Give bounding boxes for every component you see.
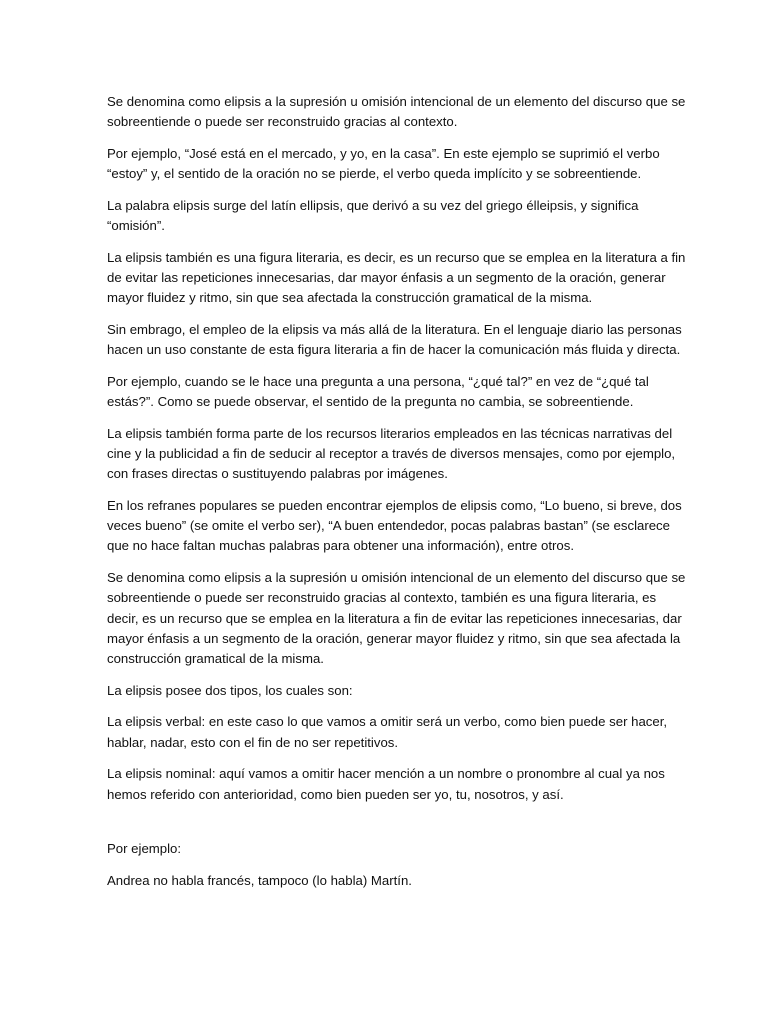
paragraph — [107, 712, 668, 753]
paragraph — [107, 144, 660, 185]
text-line: “omisión”. — [107, 218, 165, 234]
text-line: sobreentiende o puede ser reconstruido gracias al contexto, también es una figura literaria, es — [107, 590, 657, 606]
example-heading: Por ejemplo: — [107, 841, 182, 857]
document-body — [107, 92, 686, 805]
text-line: hemos referido con anterioridad, como bien pueden ser yo, tu, nosotros, y así. — [107, 786, 564, 802]
text-line: La palabra elipsis surge del latín ellipsis, que derivó a su vez del griego élleipsis, y significa — [107, 197, 639, 213]
paragraph — [107, 764, 665, 805]
paragraph — [107, 681, 660, 701]
blank-space — [107, 816, 660, 839]
text-line: mayor énfasis a un segmento de la oración, generar mayor fluidez y ritmo, sin que sea afectada la — [107, 630, 681, 646]
text-line: hacen un uso constante de esta figura literaria a fin de hacer la comunicación más fluida y directa. — [107, 342, 681, 358]
text-line: Se denomina como elipsis a la supresión u omisión intencional de un elemento del discurso que se — [107, 94, 686, 109]
text-line: mayor fluidez y ritmo, sin que sea afectada la construcción gramatical de la misma. — [107, 290, 593, 306]
text-line: La elipsis posee dos tipos, los cuales son: — [107, 682, 353, 698]
text-line: veces bueno” (se omite el verbo ser), “A buen entendedor, pocas palabras bastan” (se esclarece — [107, 518, 670, 534]
example-sentence: Andrea no habla francés, tampoco (lo habla) Martín. — [107, 872, 412, 888]
paragraph — [107, 568, 686, 669]
text-line: decir, es un recurso que se emplea en la literatura a fin de evitar las repeticiones innecesarias, dar — [107, 610, 682, 626]
text-line: La elipsis también forma parte de los recursos literarios empleados en las técnicas narrativas del — [107, 425, 673, 441]
paragraph — [107, 320, 682, 361]
paragraph — [107, 196, 660, 237]
text-line: de evitar las repeticiones innecesarias, dar mayor énfasis a un segmento de la oración, generar — [107, 269, 666, 285]
text-line: cine y la publicidad a fin de seducir al receptor a través de diversos mensajes, como por ejemplo, — [107, 445, 676, 461]
text-line: La elipsis verbal: en este caso lo que vamos a omitir será un verbo, como bien puede ser hacer, — [107, 714, 668, 730]
paragraph — [107, 496, 682, 557]
text-line: “estoy” y, el sentido de la oración no se pierde, el verbo queda implícito y se sobreentiende. — [107, 166, 642, 182]
text-line: La elipsis también es una figura literaria, es decir, es un recurso que se emplea en la literatura a fin — [107, 249, 686, 265]
text-line: En los refranes populares se pueden encontrar ejemplos de elipsis como, “Lo bueno, si breve, dos — [107, 497, 682, 513]
text-line: Se denomina como elipsis a la supresión u omisión intencional de un elemento del discurso que se — [107, 570, 686, 586]
text-line: construcción gramatical de la misma. — [107, 651, 324, 667]
text-line: estás?”. Como se puede observar, el sentido de la pregunta no cambia, se sobreentiende. — [107, 394, 634, 410]
text-line: hablar, nadar, esto con el fin de no ser repetitivos. — [107, 734, 399, 750]
text-line: La elipsis nominal: aquí vamos a omitir hacer mención a un nombre o pronombre al cual ya nos — [107, 766, 665, 782]
text-line: Sin embrago, el empleo de la elipsis va más allá de la literatura. En el lenguaje diario las personas — [107, 321, 682, 337]
paragraph — [107, 248, 686, 309]
text-line: sobreentiende o puede ser reconstruido gracias al contexto. — [107, 114, 458, 130]
paragraph — [107, 424, 676, 485]
paragraph — [107, 92, 686, 133]
text-line: Por ejemplo, “José está en el mercado, y yo, en la casa”. En este ejemplo se suprimió el verbo — [107, 145, 660, 161]
text-line: Por ejemplo, cuando se le hace una pregunta a una persona, “¿qué tal?” en vez de “¿qué tal — [107, 373, 649, 389]
text-line: que no hace faltan muchas palabras para obtener una información), entre otros. — [107, 538, 574, 554]
text-line: con frases directas o sustituyendo palabras por imágenes. — [107, 466, 448, 482]
paragraph — [107, 372, 660, 413]
